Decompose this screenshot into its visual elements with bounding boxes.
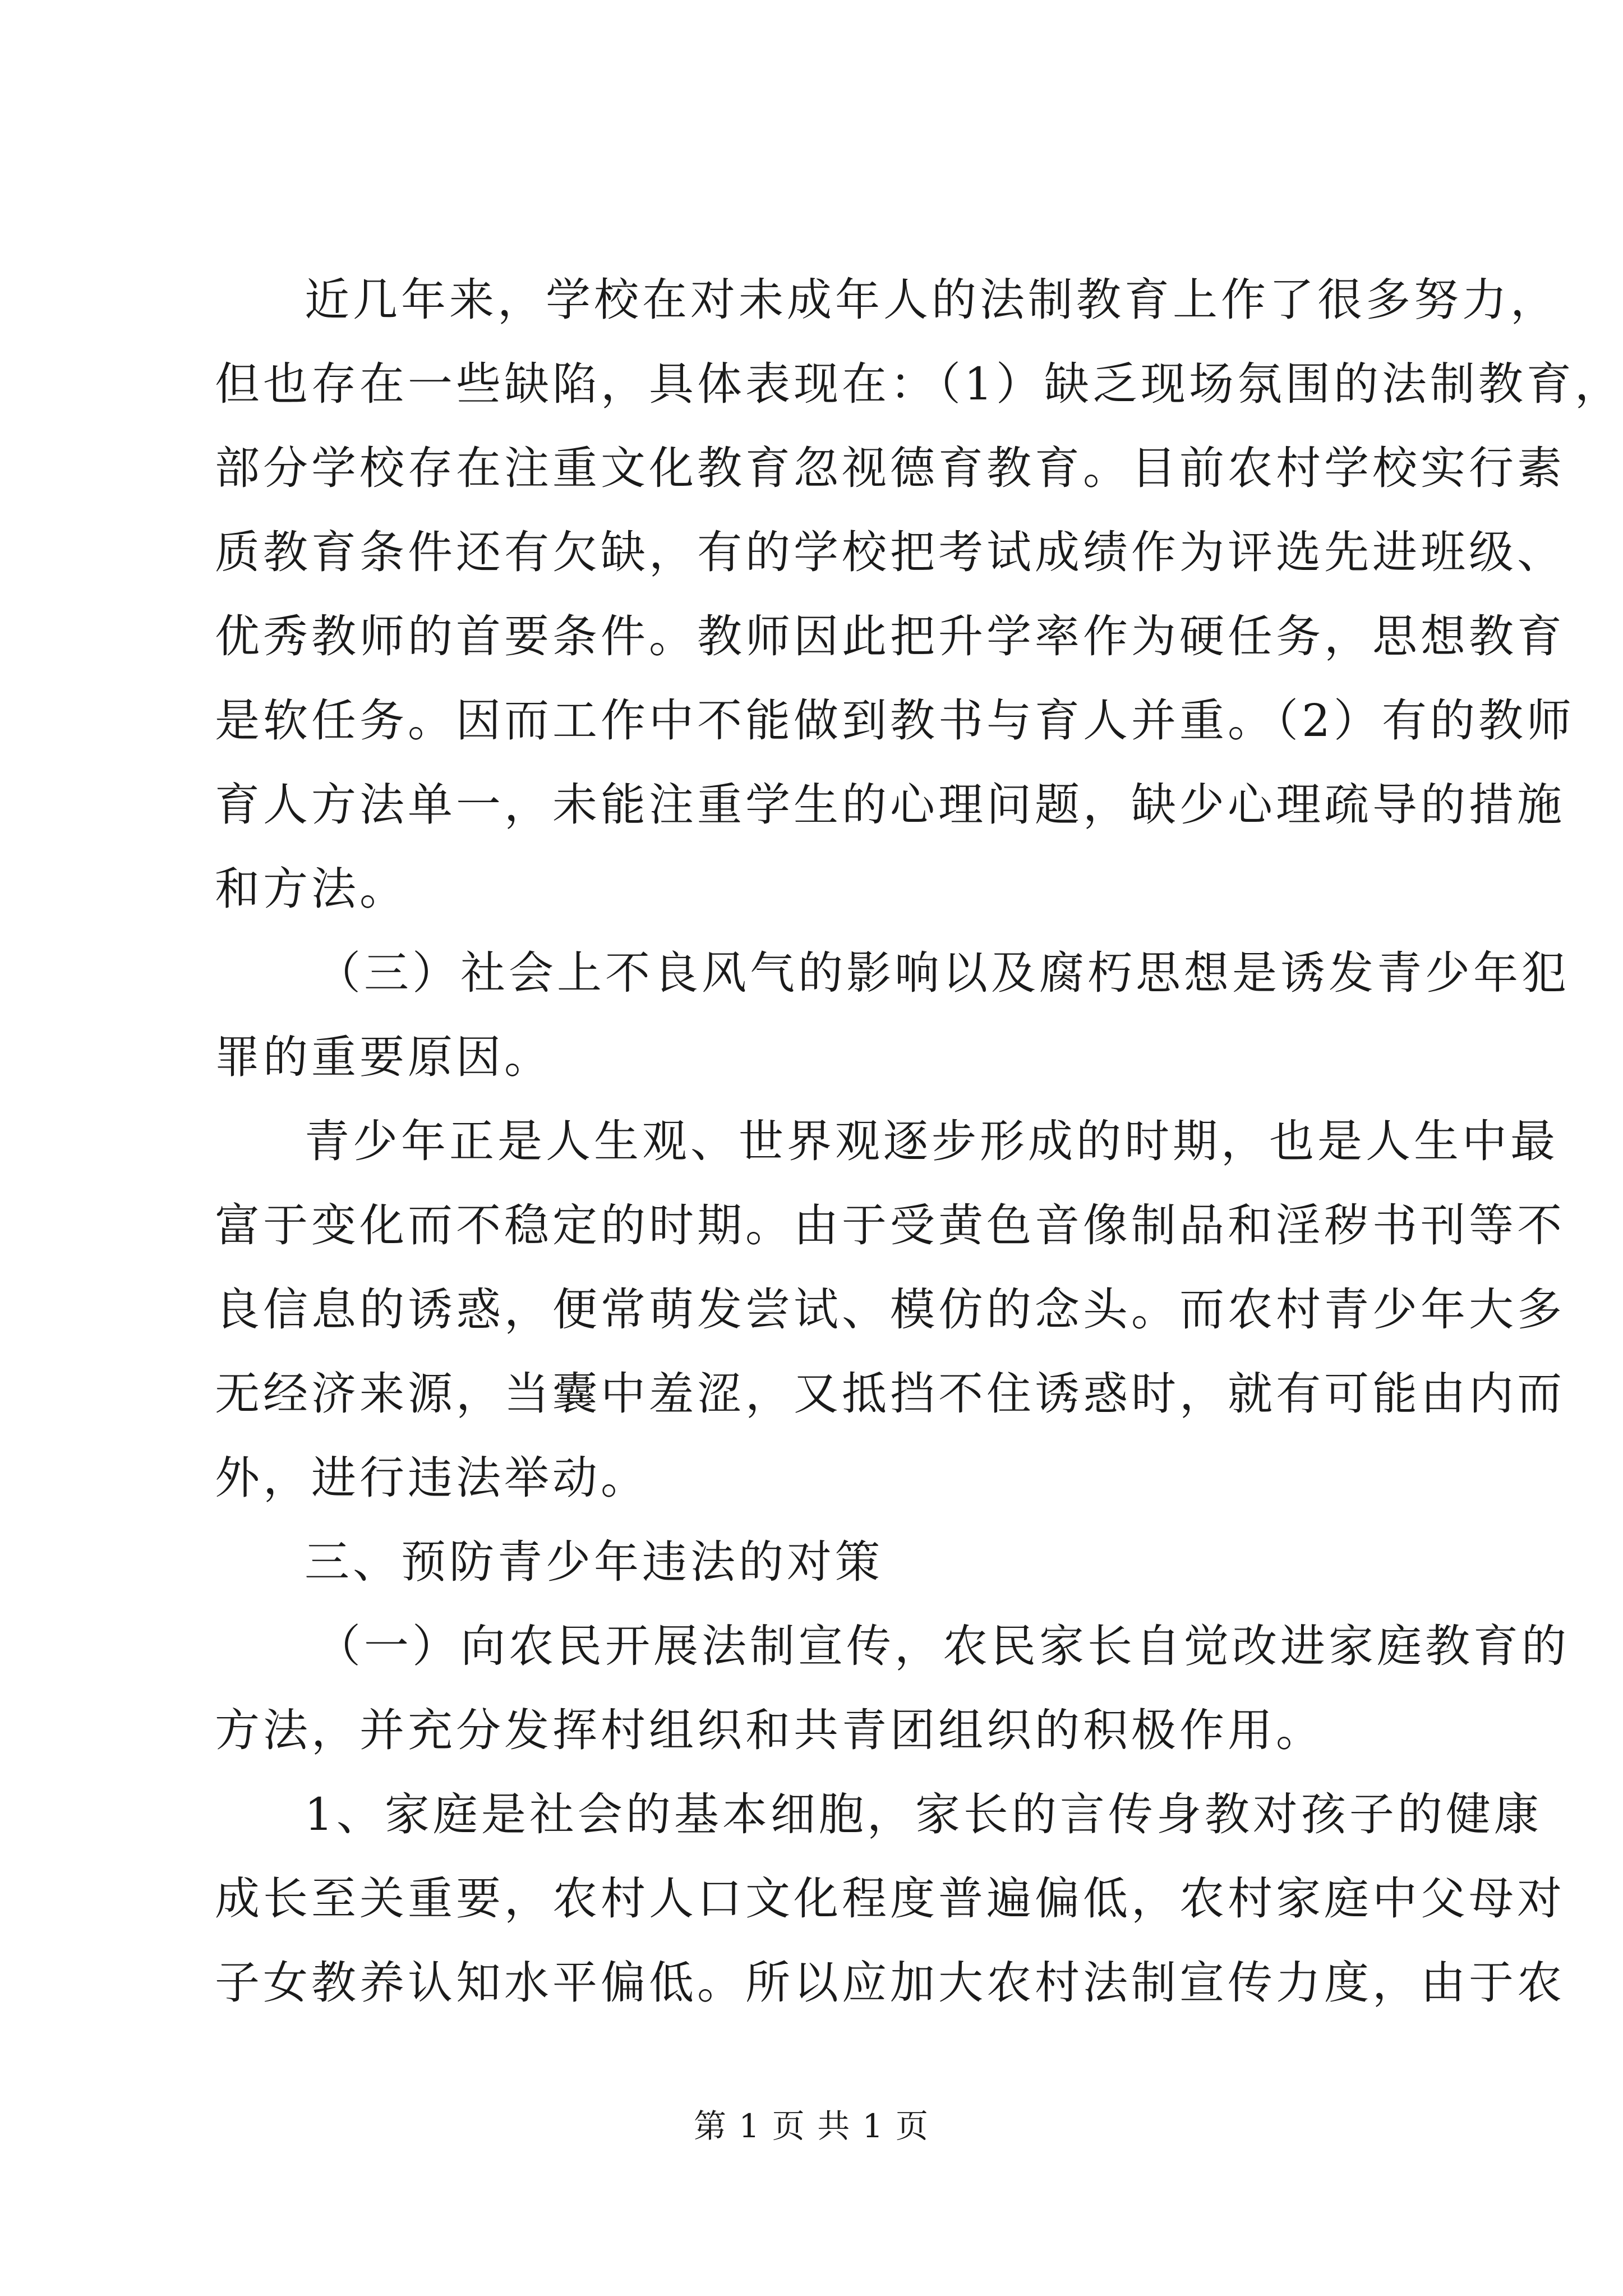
section-heading-cont: 罪的重要原因。: [215, 1031, 552, 1083]
text-line: 无经济来源，当囊中羞涩，又抵挡不住诱惑时，就有可能由内而: [215, 1368, 1565, 1420]
text-line: 质教育条件还有欠缺，有的学校把考试成绩作为评选先进班级、: [215, 526, 1565, 578]
text-line: 是软任务。因而工作中不能做到教书与育人并重。（2）有的教师: [215, 694, 1575, 747]
text-line: 但也存在一些缺陷，具体表现在：（1）缺乏现场氛围的法制教育，: [215, 358, 1623, 410]
text-line: 青少年正是人生观、世界观逐步形成的时期，也是人生中最: [305, 1115, 1559, 1167]
section-heading: （三）社会上不良风气的影响以及腐朽思想是诱发青少年犯: [316, 947, 1570, 999]
text-line: 部分学校存在注重文化教育忽视德育教育。目前农村学校实行素: [215, 442, 1565, 494]
section-heading: （一）向农民开展法制宣传，农民家长自觉改进家庭教育的: [316, 1620, 1570, 1672]
text-line: 1、家庭是社会的基本细胞，家长的言传身教对孩子的健康: [305, 1788, 1542, 1841]
chapter-heading: 三、预防青少年违法的对策: [305, 1536, 883, 1588]
text-line: 子女教养认知水平偏低。所以应加大农村法制宣传力度，由于农: [215, 1957, 1565, 2009]
text-line: 外，进行违法举动。: [215, 1452, 649, 1504]
text-line: 良信息的诱惑，便常萌发尝试、模仿的念头。而农村青少年大多: [215, 1283, 1565, 1336]
text-line: 和方法。: [215, 863, 408, 915]
text-line: 近几年来，学校在对未成年人的法制教育上作了很多努力，: [305, 274, 1559, 326]
page-footer: 第 1 页 共 1 页: [694, 2107, 929, 2145]
text-line: 富于变化而不稳定的时期。由于受黄色音像制品和淫秽书刊等不: [215, 1199, 1565, 1251]
text-line: 优秀教师的首要条件。教师因此把升学率作为硬任务，思想教育: [215, 610, 1565, 662]
text-line: 育人方法单一，未能注重学生的心理问题，缺少心理疏导的措施: [215, 779, 1565, 831]
section-heading-cont: 方法，并充分发挥村组织和共青团组织的积极作用。: [215, 1704, 1324, 1756]
text-line: 成长至关重要，农村人口文化程度普遍偏低，农村家庭中父母对: [215, 1872, 1565, 1925]
